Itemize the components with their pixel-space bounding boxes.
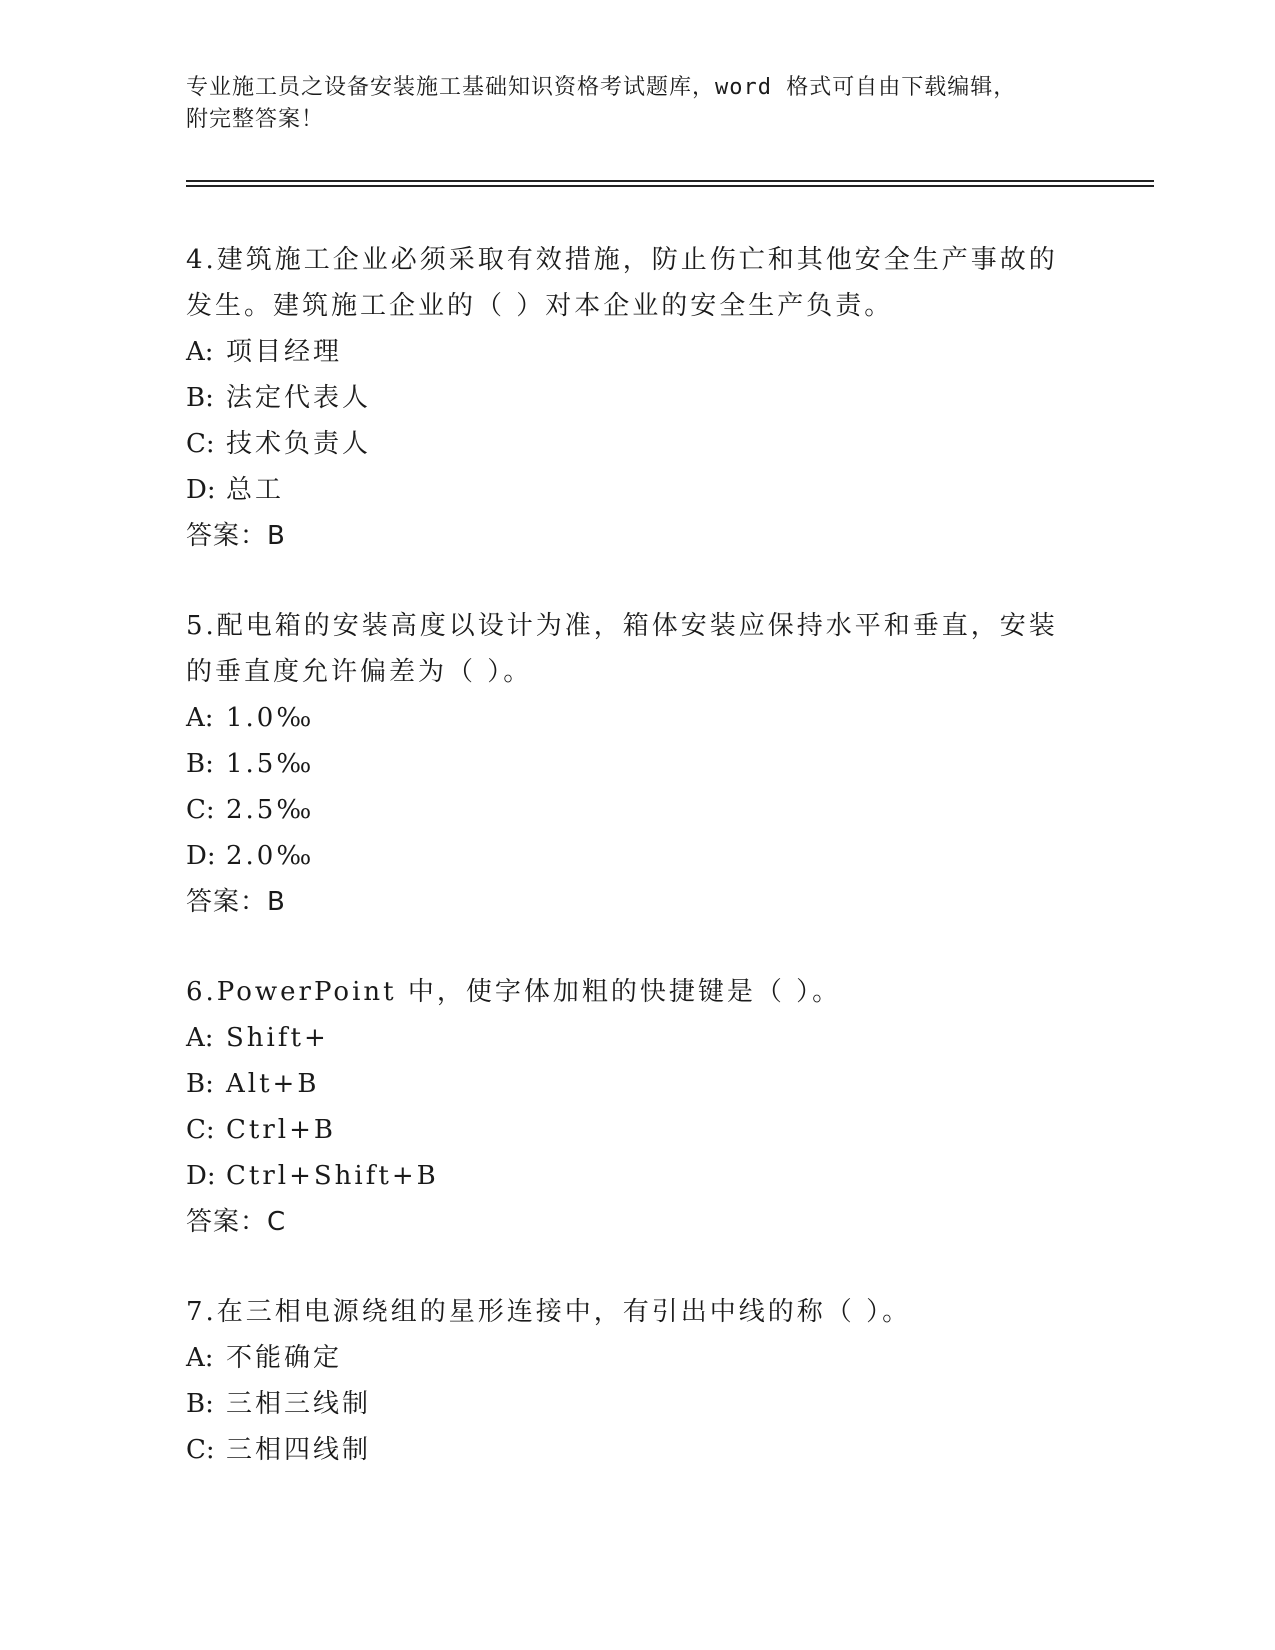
option-text: Alt+B: [226, 1069, 320, 1099]
option-b: [186, 741, 1086, 787]
question-list: [186, 237, 1086, 1517]
question-6: [186, 969, 1086, 1245]
header-line-1: 专业施工员之设备安装施工基础知识资格考试题库，word 格式可自由下载编辑，: [186, 75, 1017, 100]
stem-line: 发生。建筑施工企业的（ ）对本企业的安全生产负责。: [186, 291, 894, 321]
option-key: C:: [186, 429, 215, 459]
question-4: [186, 237, 1086, 559]
document-header: [186, 72, 1066, 136]
option-d: [186, 1153, 1086, 1199]
answer-line: 答案：C: [186, 1207, 287, 1237]
option-text: 总工: [226, 475, 285, 505]
question-stem: [186, 237, 1086, 329]
question-stem: [186, 603, 1086, 695]
option-text: 技术负责人: [226, 429, 372, 459]
option-text: 不能确定: [226, 1343, 343, 1373]
option-c: [186, 1427, 1086, 1473]
option-b: [186, 1061, 1086, 1107]
stem-line: 的垂直度允许偏差为（ ）。: [186, 657, 533, 687]
answer-line: 答案：B: [186, 887, 286, 917]
option-key: B:: [186, 383, 214, 413]
option-key: C:: [186, 795, 215, 825]
stem-line: 7.在三相电源绕组的星形连接中，有引出中线的称（ ）。: [186, 1297, 912, 1327]
option-text: Ctrl+Shift+B: [226, 1161, 439, 1191]
option-key: B:: [186, 749, 214, 779]
option-c: [186, 1107, 1086, 1153]
option-text: Ctrl+B: [226, 1115, 336, 1145]
option-key: A:: [186, 1023, 214, 1053]
question-stem: [186, 1289, 1086, 1335]
option-key: B:: [186, 1389, 214, 1419]
header-divider-bottom: [186, 185, 1154, 187]
option-text: Shift+: [226, 1023, 329, 1053]
option-a: [186, 1335, 1086, 1381]
option-d: [186, 467, 1086, 513]
option-d: [186, 833, 1086, 879]
option-text: 三相四线制: [226, 1435, 372, 1465]
stem-line: 6.PowerPoint 中，使字体加粗的快捷键是（ ）。: [186, 977, 842, 1007]
option-c: [186, 421, 1086, 467]
option-text: 法定代表人: [226, 383, 372, 413]
option-text: 1.0‰: [226, 703, 315, 733]
option-text: 三相三线制: [226, 1389, 372, 1419]
option-a: [186, 329, 1086, 375]
option-key: D:: [186, 1161, 216, 1191]
question-7: [186, 1289, 1086, 1473]
answer-line: 答案：B: [186, 521, 286, 551]
option-a: [186, 1015, 1086, 1061]
option-a: [186, 695, 1086, 741]
option-text: 2.0‰: [226, 841, 315, 871]
option-key: A:: [186, 337, 214, 367]
option-key: C:: [186, 1435, 215, 1465]
option-text: 1.5‰: [226, 749, 315, 779]
header-divider-top: [186, 180, 1154, 182]
option-c: [186, 787, 1086, 833]
option-key: D:: [186, 841, 216, 871]
option-text: 2.5‰: [226, 795, 315, 825]
question-stem: [186, 969, 1086, 1015]
stem-line: 4.建筑施工企业必须采取有效措施，防止伤亡和其他安全生产事故的: [186, 245, 1058, 275]
option-key: D:: [186, 475, 216, 505]
option-b: [186, 1381, 1086, 1427]
header-line-2: 附完整答案！: [186, 107, 325, 132]
option-b: [186, 375, 1086, 421]
option-key: A:: [186, 1343, 214, 1373]
option-key: A:: [186, 703, 214, 733]
stem-line: 5.配电箱的安装高度以设计为准，箱体安装应保持水平和垂直，安装: [186, 611, 1058, 641]
option-key: C:: [186, 1115, 215, 1145]
option-text: 项目经理: [226, 337, 343, 367]
question-5: [186, 603, 1086, 925]
option-key: B:: [186, 1069, 214, 1099]
